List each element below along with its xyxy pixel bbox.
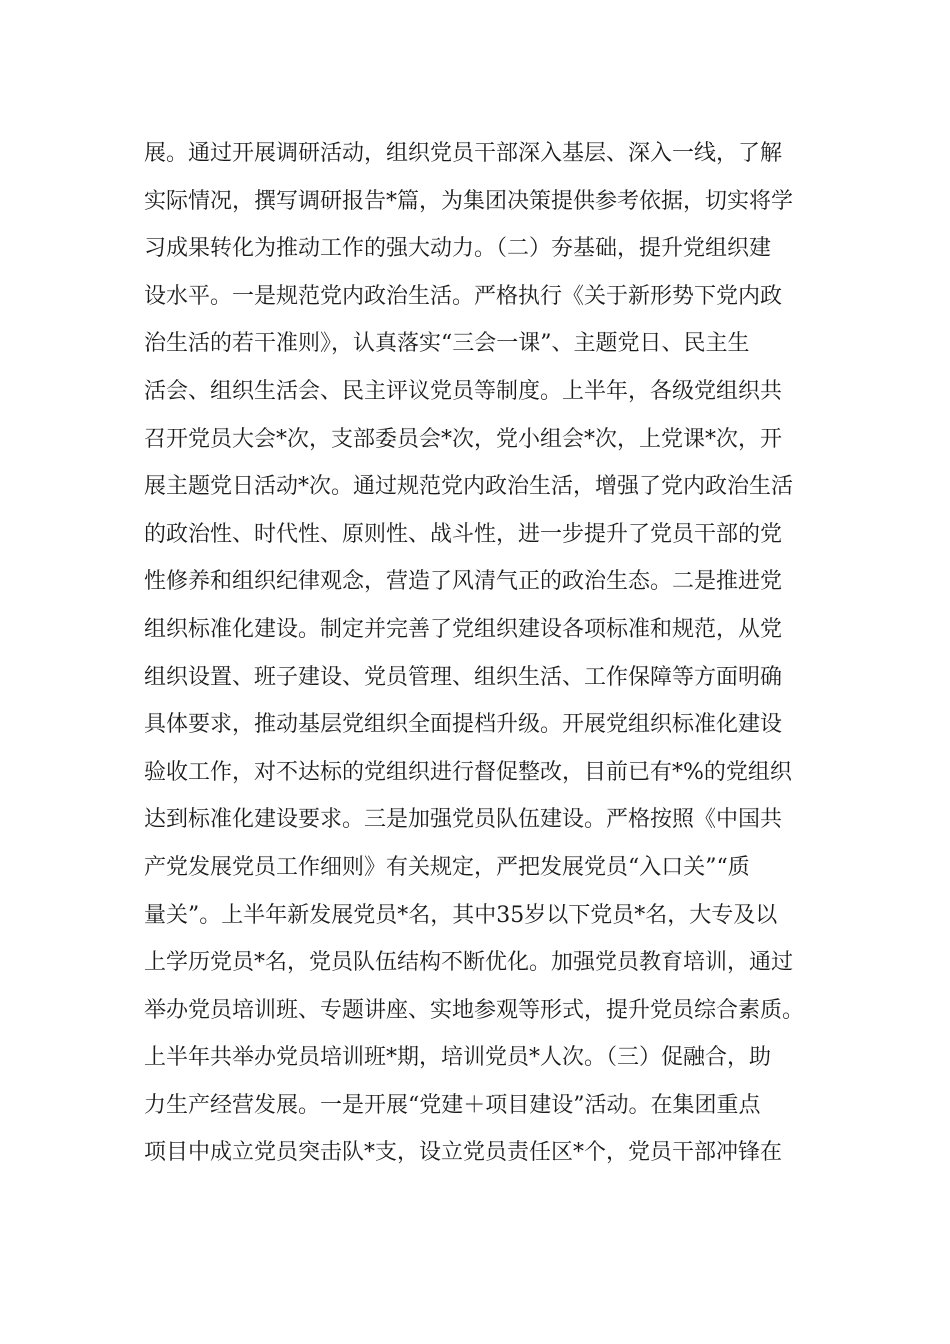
text-line: 召开党员大会*次，支部委员会*次，党小组会*次，上党课*次，开	[144, 426, 783, 452]
text-line: 组织设置、班子建设、党员管理、组织生活、工作保障等方面明确	[144, 664, 783, 690]
text-line: 具体要求，推动基层党组织全面提档升级。开展党组织标准化建设	[144, 712, 783, 738]
text-line: 的政治性、时代性、原则性、战斗性，进一步提升了党员干部的党	[144, 521, 783, 547]
text-line: 习成果转化为推动工作的强大动力。（二）夯基础，提升党组织建	[144, 236, 772, 262]
text-line: 实际情况，撰写调研报告*篇，为集团决策提供参考依据，切实将学	[144, 188, 794, 214]
text-line: 验收工作，对不达标的党组织进行督促整改，目前已有*%的党组织	[144, 759, 792, 785]
text-line: 展。通过开展调研活动，组织党员干部深入基层、深入一线，了解	[144, 141, 783, 166]
text-line: 产党发展党员工作细则》有关规定，严把发展党员“入口关”“质	[144, 854, 750, 880]
text-line: 上学历党员*名，党员队伍结构不断优化。加强党员教育培训，通过	[144, 950, 794, 976]
text-line: 性修养和组织纪律观念，营造了风清气正的政治生态。二是推进党	[144, 569, 783, 595]
text-line: 展主题党日活动*次。通过规范党内政治生活，增强了党内政治生活	[144, 474, 794, 500]
text-line: 上半年共举办党员培训班*期，培训党员*人次。（三）促融合，助	[144, 1045, 772, 1071]
text-line: 力生产经营发展。一是开展“党建＋项目建设”活动。在集团重点	[144, 1092, 761, 1118]
text-line: 项目中成立党员突击队*支，设立党员责任区*个，党员干部冲锋在	[144, 1140, 783, 1166]
text-line: 达到标准化建设要求。三是加强党员队伍建设。严格按照《中国共	[144, 807, 783, 833]
text-line: 治生活的若干准则》，认真落实“三会一课”、主题党日、民主生	[144, 331, 750, 357]
text-line: 活会、组织生活会、民主评议党员等制度。上半年，各级党组织共	[144, 378, 783, 404]
body-text	[144, 130, 814, 1177]
text-line: 组织标准化建设。制定并完善了党组织建设各项标准和规范，从党	[144, 616, 783, 642]
text-line: 设水平。一是规范党内政治生活。严格执行《关于新形势下党内政	[144, 283, 783, 309]
text-line: 举办党员培训班、专题讲座、实地参观等形式，提升党员综合素质。	[144, 997, 805, 1023]
text-line: 量关”。上半年新发展党员*名，其中35岁以下党员*名，大专及以	[144, 902, 778, 928]
